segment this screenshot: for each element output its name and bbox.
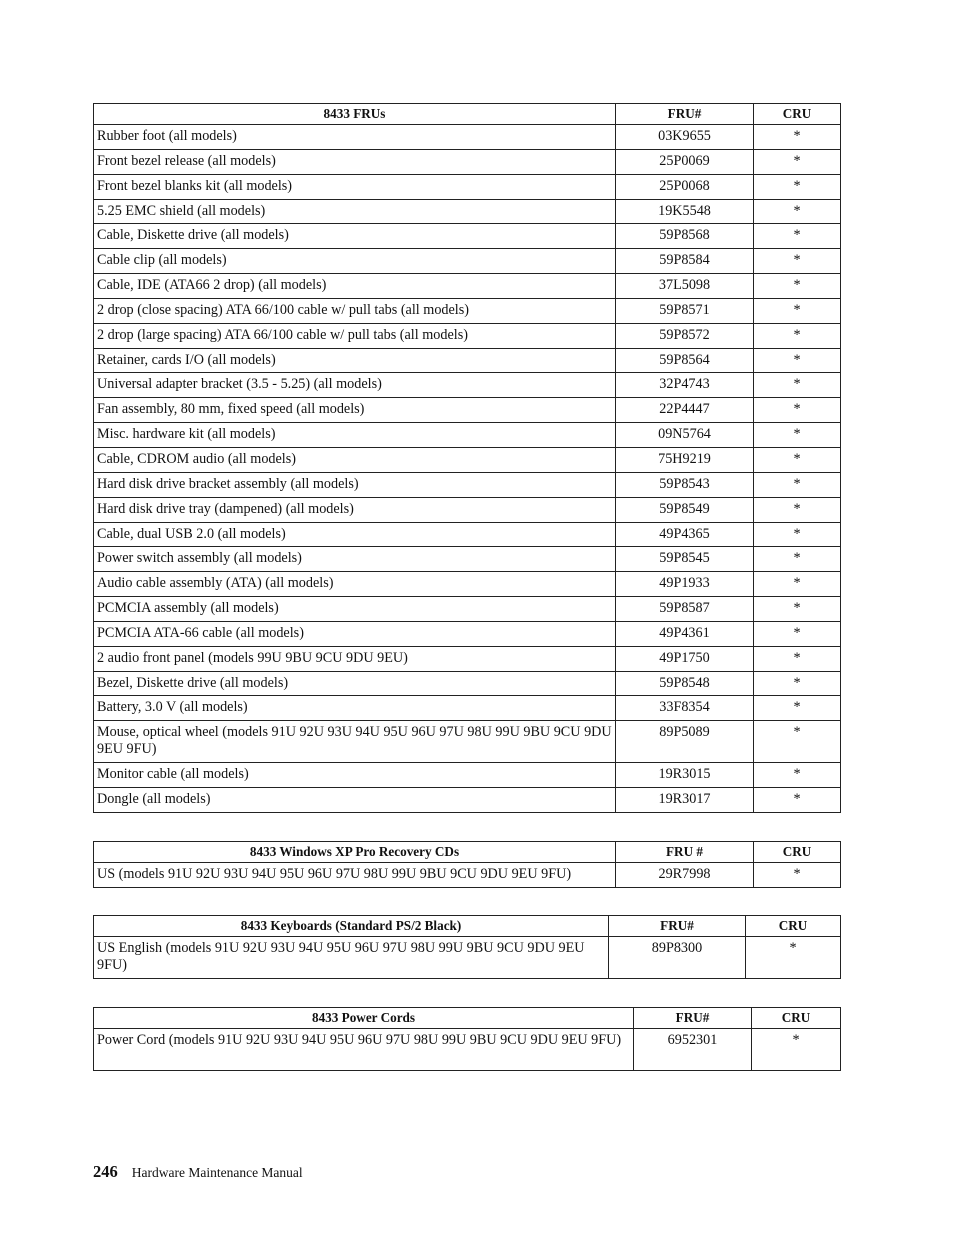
description-cell: Dongle (all models) [94,788,616,813]
column-header-cru: CRU [754,842,841,863]
cru-cell: * [754,547,841,572]
fru-number-cell: 19K5548 [616,199,754,224]
cru-cell: * [754,274,841,299]
description-cell: Misc. hardware kit (all models) [94,423,616,448]
cru-cell: * [754,597,841,622]
column-header-cru: CRU [754,104,841,125]
fru-number-cell: 29R7998 [616,863,754,888]
column-header-cru: CRU [752,1008,841,1029]
fru-number-cell: 6952301 [634,1029,752,1071]
column-header-cru: CRU [746,916,841,937]
cru-cell: * [754,447,841,472]
description-cell: Power Cord (models 91U 92U 93U 94U 95U 96U 97U 98U 99U 9BU 9CU 9DU 9EU 9FU) [94,1029,634,1071]
power-cord-table [93,1007,841,1071]
cru-cell: * [754,863,841,888]
table-row [94,1029,841,1071]
fru-number-cell: 59P8571 [616,298,754,323]
cru-cell: * [746,937,841,979]
keyboard-table [93,915,841,979]
cru-cell: * [754,224,841,249]
description-cell: Audio cable assembly (ATA) (all models) [94,572,616,597]
table-row [94,763,841,788]
table-row [94,788,841,813]
table-row [94,863,841,888]
description-cell: PCMCIA ATA-66 cable (all models) [94,621,616,646]
table-row [94,671,841,696]
description-cell: Fan assembly, 80 mm, fixed speed (all models) [94,398,616,423]
fru-number-cell: 59P8587 [616,597,754,622]
fru-number-cell: 22P4447 [616,398,754,423]
description-cell: Bezel, Diskette drive (all models) [94,671,616,696]
table-row [94,149,841,174]
cru-cell: * [754,348,841,373]
fru-number-cell: 59P8543 [616,472,754,497]
table-row [94,547,841,572]
fru-number-cell: 49P1933 [616,572,754,597]
cru-cell: * [754,298,841,323]
fru-number-cell: 19R3017 [616,788,754,813]
column-header-description: 8433 FRUs [94,104,616,125]
description-cell: Retainer, cards I/O (all models) [94,348,616,373]
fru-number-cell: 59P8564 [616,348,754,373]
fru-number-cell: 59P8545 [616,547,754,572]
fru-number-cell: 25P0069 [616,149,754,174]
cru-cell: * [754,572,841,597]
fru-number-cell: 03K9655 [616,125,754,150]
description-cell: 2 audio front panel (models 99U 9BU 9CU 9DU 9EU) [94,646,616,671]
description-cell: Cable, Diskette drive (all models) [94,224,616,249]
description-cell: Monitor cable (all models) [94,763,616,788]
table-row [94,572,841,597]
description-cell: US (models 91U 92U 93U 94U 95U 96U 97U 98U 99U 9BU 9CU 9DU 9EU 9FU) [94,863,616,888]
table-row [94,125,841,150]
table-row [94,249,841,274]
column-header-fru-number: FRU# [634,1008,752,1029]
description-cell: Cable, IDE (ATA66 2 drop) (all models) [94,274,616,299]
table-row [94,199,841,224]
fru-number-cell: 49P4361 [616,621,754,646]
column-header-description: 8433 Power Cords [94,1008,634,1029]
description-cell: Front bezel release (all models) [94,149,616,174]
fru-number-cell: 49P1750 [616,646,754,671]
description-cell: Battery, 3.0 V (all models) [94,696,616,721]
table-row [94,323,841,348]
manual-title: Hardware Maintenance Manual [131,1165,303,1180]
table-row [94,721,841,763]
fru-number-cell: 33F8354 [616,696,754,721]
table-body [94,125,841,813]
table-body [94,937,841,979]
cru-cell: * [754,671,841,696]
description-cell: 5.25 EMC shield (all models) [94,199,616,224]
table-row [94,696,841,721]
description-cell: US English (models 91U 92U 93U 94U 95U 96U 97U 98U 99U 9BU 9CU 9DU 9EU 9FU) [94,937,609,979]
cru-cell: * [754,621,841,646]
cru-cell: * [754,149,841,174]
table-header-row [94,916,841,937]
description-cell: Front bezel blanks kit (all models) [94,174,616,199]
cru-cell: * [754,323,841,348]
description-cell: Cable, dual USB 2.0 (all models) [94,522,616,547]
table-row [94,447,841,472]
table-row [94,274,841,299]
description-cell: Hard disk drive bracket assembly (all models) [94,472,616,497]
column-header-fru-number: FRU# [616,104,754,125]
table-row [94,398,841,423]
cru-cell: * [754,763,841,788]
fru-number-cell: 25P0068 [616,174,754,199]
table-header-row [94,842,841,863]
fru-number-cell: 49P4365 [616,522,754,547]
fru-number-cell: 59P8548 [616,671,754,696]
cru-cell: * [754,125,841,150]
table-row [94,522,841,547]
table-row [94,174,841,199]
table-row [94,937,841,979]
cru-cell: * [754,199,841,224]
column-header-fru-number: FRU # [616,842,754,863]
cru-cell: * [754,497,841,522]
cru-cell: * [754,373,841,398]
page-footer [93,1162,303,1182]
table-row [94,224,841,249]
fru-number-cell: 59P8568 [616,224,754,249]
cru-cell: * [754,646,841,671]
description-cell: 2 drop (large spacing) ATA 66/100 cable w/ pull tabs (all models) [94,323,616,348]
recovery-cd-table [93,841,841,888]
table-header-row [94,1008,841,1029]
cru-cell: * [754,696,841,721]
table-row [94,472,841,497]
description-cell: Cable, CDROM audio (all models) [94,447,616,472]
table-row [94,646,841,671]
cru-cell: * [754,423,841,448]
description-cell: Power switch assembly (all models) [94,547,616,572]
description-cell: 2 drop (close spacing) ATA 66/100 cable w/ pull tabs (all models) [94,298,616,323]
column-header-description: 8433 Keyboards (Standard PS/2 Black) [94,916,609,937]
fru-number-cell: 37L5098 [616,274,754,299]
cru-cell: * [754,788,841,813]
table-row [94,597,841,622]
table-row [94,348,841,373]
description-cell: Universal adapter bracket (3.5 - 5.25) (all models) [94,373,616,398]
fru-number-cell: 19R3015 [616,763,754,788]
cru-cell: * [752,1029,841,1071]
table-row [94,423,841,448]
table-row [94,298,841,323]
fru-number-cell: 09N5764 [616,423,754,448]
table-row [94,497,841,522]
table-row [94,621,841,646]
column-header-fru-number: FRU# [609,916,746,937]
description-cell: Hard disk drive tray (dampened) (all models) [94,497,616,522]
fru-number-cell: 75H9219 [616,447,754,472]
fru-number-cell: 89P5089 [616,721,754,763]
table-header-row [94,104,841,125]
fru-table [93,103,841,813]
description-cell: Cable clip (all models) [94,249,616,274]
cru-cell: * [754,472,841,497]
cru-cell: * [754,249,841,274]
fru-number-cell: 59P8549 [616,497,754,522]
cru-cell: * [754,398,841,423]
cru-cell: * [754,522,841,547]
table-body [94,1029,841,1071]
description-cell: PCMCIA assembly (all models) [94,597,616,622]
fru-number-cell: 89P8300 [609,937,746,979]
page-number: 246 [93,1162,118,1181]
description-cell: Mouse, optical wheel (models 91U 92U 93U 94U 95U 96U 97U 98U 99U 9BU 9CU 9DU 9EU 9FU) [94,721,616,763]
fru-number-cell: 59P8572 [616,323,754,348]
column-header-description: 8433 Windows XP Pro Recovery CDs [94,842,616,863]
cru-cell: * [754,721,841,763]
table-body [94,863,841,888]
fru-number-cell: 32P4743 [616,373,754,398]
fru-number-cell: 59P8584 [616,249,754,274]
description-cell: Rubber foot (all models) [94,125,616,150]
table-row [94,373,841,398]
cru-cell: * [754,174,841,199]
